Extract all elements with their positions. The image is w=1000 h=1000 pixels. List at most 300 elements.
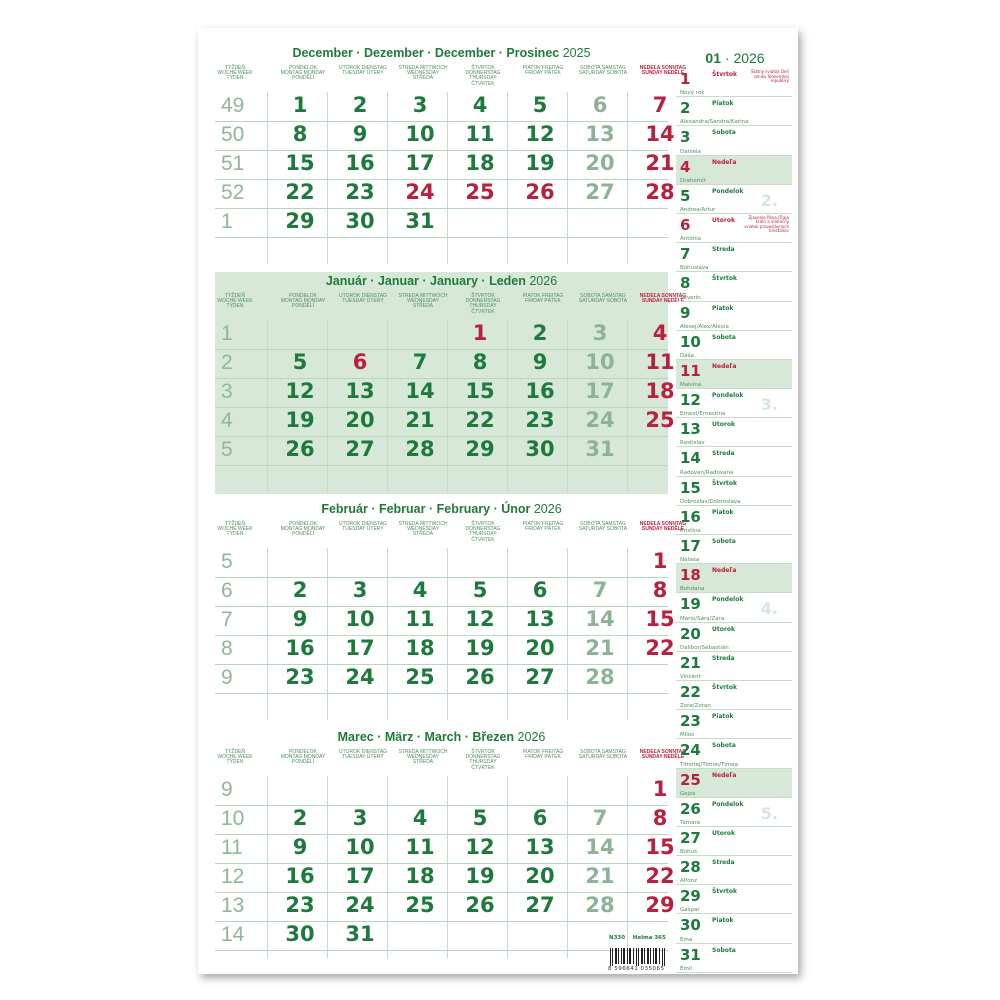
side-day-number: 27 (680, 828, 701, 847)
day-cell[interactable]: 5 (532, 93, 548, 117)
day-cell[interactable]: 25 (405, 893, 435, 917)
day-cell[interactable]: 5 (472, 806, 488, 830)
side-weekday: Štvrtok (712, 683, 738, 691)
column-header: UTOROK DIENSTAG TUESDAY ÚTERÝ (339, 65, 387, 77)
side-day-number: 17 (680, 537, 701, 555)
column-header: PIATOK FREITAG FRIDAY PÁTEK (522, 293, 564, 305)
day-cell[interactable]: 13 (525, 835, 555, 859)
week-row (215, 208, 668, 238)
day-cell[interactable]: 26 (465, 665, 495, 689)
name-day: Daniela (680, 148, 701, 155)
side-day-item[interactable] (676, 243, 792, 272)
side-day-item[interactable] (676, 535, 792, 564)
name-day: Drahomír (680, 177, 706, 184)
day-cell[interactable]: 5 (472, 578, 488, 602)
day-cell[interactable]: 12 (525, 122, 555, 146)
column-header: TÝŽDEŇ WOCHE WEEK TÝDEN (217, 65, 253, 82)
side-day-item[interactable] (676, 856, 792, 885)
side-day-item[interactable] (676, 769, 792, 798)
side-day-item[interactable] (676, 885, 792, 914)
column-header: ŠTVRTOK DONNERSTAG THURSDAY ČTVRTEK (465, 65, 501, 87)
day-cell[interactable]: 17 (345, 636, 375, 660)
day-cell[interactable]: 30 (285, 922, 315, 946)
day-cell[interactable]: 4 (472, 93, 488, 117)
side-weekday: Utorok (712, 625, 735, 633)
day-cell[interactable]: 9 (292, 835, 308, 859)
day-cell[interactable]: 24 (345, 893, 375, 917)
day-cell[interactable]: 14 (645, 122, 675, 146)
side-day-number: 11 (680, 361, 701, 380)
side-day-number: 28 (680, 858, 701, 877)
side-weekday: Štvrtok (712, 888, 738, 896)
side-day-number: 29 (680, 887, 701, 906)
week-number: 6 (221, 579, 233, 602)
month-title: Január · Januar · January · Leden 2026 (325, 274, 558, 288)
day-cell[interactable]: 23 (285, 665, 315, 689)
side-day-number: 21 (680, 653, 701, 672)
side-day-item[interactable] (676, 389, 792, 418)
day-cell[interactable]: 23 (345, 180, 375, 204)
day-cell[interactable]: 3 (592, 321, 608, 345)
week-number: 12 (221, 865, 245, 888)
day-cell[interactable]: 19 (465, 864, 495, 888)
name-day: Miloš (680, 732, 695, 739)
day-cell[interactable]: 29 (465, 437, 495, 461)
week-row (215, 92, 668, 122)
week-row (215, 320, 668, 350)
column-header: SOBOTA SAMSTAG SATURDAY SOBOTA (578, 749, 628, 761)
day-cell[interactable]: 2 (352, 93, 368, 117)
side-day-number: 24 (680, 741, 701, 760)
column-header: TÝŽDEŇ WOCHE WEEK TÝDEN (217, 749, 253, 766)
side-day-item[interactable] (676, 126, 792, 155)
day-cell[interactable]: 26 (285, 437, 315, 461)
column-header: UTOROK DIENSTAG TUESDAY ÚTERÝ (339, 749, 387, 761)
day-cell[interactable]: 18 (405, 636, 435, 660)
week-row (215, 921, 668, 951)
day-cell[interactable]: 14 (585, 607, 615, 631)
name-day: Bohuš (680, 849, 697, 856)
side-weekday: Piatok (712, 304, 734, 312)
side-weekday: Nedeľa (712, 158, 737, 166)
week-number: 4 (221, 409, 233, 432)
side-day-item[interactable] (676, 360, 792, 389)
week-mark: 2. (760, 190, 778, 210)
side-weekday: Sobota (712, 946, 736, 954)
side-weekday: Utorok (712, 829, 735, 837)
day-cell[interactable]: 20 (525, 864, 555, 888)
day-cell[interactable]: 30 (345, 209, 375, 233)
day-cell[interactable]: 19 (465, 636, 495, 660)
day-cell[interactable]: 27 (525, 665, 555, 689)
name-day: Vincent (680, 673, 701, 680)
side-day-number: 25 (680, 770, 701, 789)
day-cell[interactable]: 6 (592, 93, 608, 117)
day-cell[interactable]: 2 (292, 578, 308, 602)
barcode-number: 8 596641 035065 (608, 966, 665, 972)
column-header: SOBOTA SAMSTAG SATURDAY SOBOTA (578, 293, 628, 305)
day-cell[interactable]: 31 (585, 437, 615, 461)
day-cell[interactable]: 26 (525, 180, 555, 204)
name-day: Dobroslav/Dobroslava (680, 498, 741, 505)
side-weekday: Sobota (712, 129, 736, 137)
side-weekday: Streda (712, 450, 735, 458)
week-mark: 5. (760, 803, 778, 823)
month-title: Február · Februar · February · Únor 2026 (321, 502, 562, 516)
day-cell[interactable]: 25 (645, 408, 675, 432)
week-row (215, 805, 668, 835)
side-day-item[interactable] (676, 798, 792, 827)
side-year: 2026 (733, 50, 765, 66)
day-cell[interactable]: 21 (645, 151, 675, 175)
side-day-item[interactable] (676, 97, 792, 126)
name-day: Alfonz (680, 878, 697, 885)
name-day: Kristína (680, 528, 701, 534)
side-day-item[interactable] (676, 185, 792, 214)
side-weekday: Streda (712, 654, 735, 662)
day-cell[interactable]: 22 (645, 636, 675, 660)
side-weekday: Sobota (712, 742, 736, 750)
day-cell[interactable]: 30 (525, 437, 555, 461)
side-day-list (676, 68, 792, 973)
day-cell[interactable]: 9 (532, 350, 548, 374)
name-day: Severín (680, 294, 701, 301)
day-cell[interactable]: 21 (585, 864, 615, 888)
side-weekday: Streda (712, 246, 735, 254)
week-row (215, 892, 675, 922)
side-day-item[interactable] (676, 739, 792, 768)
day-cell[interactable]: 8 (652, 578, 668, 602)
day-cell[interactable]: 11 (645, 350, 675, 374)
week-row (215, 349, 675, 379)
column-header: TÝŽDEŇ WOCHE WEEK TÝDEN (217, 521, 253, 538)
side-day-item[interactable] (676, 156, 792, 185)
day-cell[interactable]: 24 (345, 665, 375, 689)
side-day-number: 20 (680, 624, 701, 643)
day-cell[interactable]: 10 (405, 122, 435, 146)
side-day-item[interactable] (676, 710, 792, 739)
day-cell[interactable]: 10 (585, 350, 615, 374)
week-number: 7 (221, 608, 233, 631)
day-cell[interactable]: 31 (345, 922, 375, 946)
side-weekday: Nedeľa (712, 567, 737, 575)
day-cell[interactable]: 24 (585, 408, 615, 432)
day-cell[interactable]: 6 (352, 350, 368, 374)
day-cell[interactable]: 16 (285, 636, 315, 660)
column-header: NEDEĽA SONNTAG SUNDAY NEDĚLE (639, 293, 687, 305)
month-block (215, 44, 687, 266)
day-cell[interactable]: 22 (465, 408, 495, 432)
side-weekday: Nedeľa (712, 362, 737, 370)
side-day-number: 16 (680, 507, 701, 526)
name-day: Andrea/Artur (680, 206, 716, 213)
day-cell[interactable]: 16 (525, 379, 555, 403)
day-cell[interactable]: 10 (345, 607, 375, 631)
day-cell[interactable]: 17 (405, 151, 435, 175)
day-cell[interactable]: 13 (585, 122, 615, 146)
day-cell[interactable]: 1 (652, 777, 668, 801)
name-day: Nataša (680, 557, 700, 564)
day-cell[interactable]: 28 (585, 893, 615, 917)
week-row (215, 436, 668, 466)
day-cell[interactable]: 9 (292, 607, 308, 631)
product-code: N330 Helma 365 (609, 935, 666, 941)
day-cell[interactable]: 20 (345, 408, 375, 432)
day-cell[interactable]: 27 (585, 180, 615, 204)
name-day: Radovan/Radovana (680, 469, 734, 476)
day-cell[interactable]: 14 (585, 835, 615, 859)
name-day: Ernest/Ernestína (680, 411, 726, 418)
day-cell[interactable]: 1 (472, 321, 488, 345)
column-header: PONDELOK MONTAG MONDAY PONDĚLÍ (280, 521, 326, 538)
side-day-item[interactable] (676, 447, 792, 476)
day-cell[interactable]: 9 (352, 122, 368, 146)
day-cell[interactable]: 28 (645, 180, 675, 204)
side-day-item[interactable] (676, 477, 792, 506)
day-cell[interactable]: 7 (592, 806, 608, 830)
day-cell[interactable]: 20 (585, 151, 615, 175)
side-day-number: 19 (680, 595, 701, 614)
day-cell[interactable]: 18 (405, 864, 435, 888)
side-day-item[interactable] (676, 214, 792, 243)
side-day-number: 1 (680, 70, 691, 88)
day-cell[interactable]: 12 (465, 607, 495, 631)
side-weekday: Piatok (712, 917, 734, 925)
day-cell[interactable]: 19 (525, 151, 555, 175)
column-header: NEDEĽA SONNTAG SUNDAY NEDĚLE (639, 749, 687, 761)
day-cell[interactable]: 4 (412, 806, 428, 830)
week-number: 5 (221, 550, 233, 573)
column-header: PIATOK FREITAG FRIDAY PÁTEK (522, 65, 564, 77)
day-cell[interactable]: 3 (352, 578, 368, 602)
week-number: 10 (221, 807, 245, 830)
column-header: SOBOTA SAMSTAG SATURDAY SOBOTA (578, 521, 628, 533)
side-day-item[interactable] (676, 418, 792, 447)
day-cell[interactable]: 21 (585, 636, 615, 660)
day-cell[interactable]: 8 (292, 122, 308, 146)
side-weekday: Utorok (712, 216, 735, 224)
side-day-item[interactable] (676, 302, 792, 331)
day-cell[interactable]: 22 (285, 180, 315, 204)
name-day: Gejza (680, 790, 696, 797)
side-day-item[interactable] (676, 272, 792, 301)
month-block (215, 500, 687, 722)
name-day: Bohdana (680, 586, 705, 593)
day-cell[interactable]: 18 (465, 151, 495, 175)
week-row (215, 577, 668, 607)
side-day-item[interactable] (676, 506, 792, 535)
name-day: Bohuslava (680, 265, 709, 272)
side-day-item[interactable] (676, 827, 792, 856)
side-day-number: 15 (680, 478, 701, 497)
side-day-number: 12 (680, 391, 701, 410)
day-cell[interactable]: 28 (405, 437, 435, 461)
week-number: 1 (221, 322, 233, 345)
side-weekday: Pondelok (712, 800, 744, 808)
side-day-item[interactable] (676, 68, 792, 97)
day-cell[interactable]: 25 (405, 665, 435, 689)
week-number: 52 (221, 181, 245, 204)
column-header: ŠTVRTOK DONNERSTAG THURSDAY ČTVRTEK (465, 521, 501, 543)
week-number: 51 (221, 152, 245, 175)
day-cell[interactable]: 5 (292, 350, 308, 374)
side-weekday: Piatok (712, 100, 734, 108)
day-cell[interactable]: 29 (645, 893, 675, 917)
day-cell[interactable]: 17 (585, 379, 615, 403)
side-weekday: Pondelok (712, 392, 744, 400)
week-number: 3 (221, 380, 233, 403)
week-number: 9 (221, 778, 233, 801)
day-cell[interactable]: 3 (412, 93, 428, 117)
side-day-number: 22 (680, 682, 701, 701)
column-header: PONDELOK MONTAG MONDAY PONDĚLÍ (280, 293, 326, 310)
side-day-number: 10 (680, 332, 701, 351)
day-cell[interactable]: 14 (405, 379, 435, 403)
name-day: Dalibor/Sebastián (680, 644, 729, 651)
column-header: PIATOK FREITAG FRIDAY PÁTEK (522, 749, 564, 761)
day-cell[interactable]: 4 (652, 321, 668, 345)
side-weekday: Piatok (712, 713, 734, 721)
side-day-item[interactable] (676, 944, 792, 973)
day-cell[interactable]: 16 (285, 864, 315, 888)
column-header: ŠTVRTOK DONNERSTAG THURSDAY ČTVRTEK (465, 749, 501, 771)
side-day-number: 9 (680, 303, 691, 322)
week-row (215, 606, 675, 636)
day-cell[interactable]: 13 (345, 379, 375, 403)
side-weekday: Utorok (712, 421, 735, 429)
day-cell[interactable]: 19 (285, 408, 315, 432)
day-cell[interactable]: 7 (592, 578, 608, 602)
week-number: 5 (221, 438, 233, 461)
day-cell[interactable]: 15 (645, 607, 675, 631)
day-cell[interactable]: 10 (345, 835, 375, 859)
name-day: Emil (680, 965, 692, 972)
day-cell[interactable]: 6 (532, 806, 548, 830)
name-day: Ema (680, 936, 693, 943)
name-day: Malvína (680, 382, 702, 389)
side-day-item[interactable] (676, 331, 792, 360)
day-cell[interactable]: 15 (645, 835, 675, 859)
name-day: Tamara (680, 819, 701, 826)
week-number: 9 (221, 666, 233, 689)
day-cell[interactable]: 16 (345, 151, 375, 175)
name-day: Alexej/Alex/Alexia (680, 323, 729, 330)
month-title: Marec · März · March · Březen 2026 (337, 730, 546, 744)
week-row (215, 664, 668, 694)
side-day-item[interactable] (676, 564, 792, 593)
day-cell[interactable]: 4 (412, 578, 428, 602)
side-weekday: Piatok (712, 508, 734, 516)
day-cell[interactable]: 18 (645, 379, 675, 403)
week-mark: 3. (760, 395, 778, 415)
week-number: 13 (221, 894, 245, 917)
side-day-number: 8 (680, 274, 691, 293)
side-weekday: Nedeľa (712, 771, 737, 779)
day-cell[interactable]: 12 (465, 835, 495, 859)
week-row (215, 635, 675, 665)
day-cell[interactable]: 26 (465, 893, 495, 917)
side-day-item[interactable] (676, 593, 792, 622)
day-cell[interactable]: 20 (525, 636, 555, 660)
day-cell[interactable]: 2 (532, 321, 548, 345)
day-cell[interactable]: 6 (532, 578, 548, 602)
week-row (215, 407, 675, 437)
day-cell[interactable]: 28 (585, 665, 615, 689)
day-cell[interactable]: 17 (345, 864, 375, 888)
day-cell[interactable]: 1 (292, 93, 308, 117)
day-cell[interactable]: 31 (405, 209, 435, 233)
day-cell[interactable]: 15 (465, 379, 495, 403)
side-day-number: 4 (680, 157, 691, 176)
day-cell[interactable]: 7 (412, 350, 428, 374)
day-cell[interactable]: 27 (525, 893, 555, 917)
side-day-item[interactable] (676, 681, 792, 710)
name-day: Daša (680, 352, 694, 359)
column-header: UTOROK DIENSTAG TUESDAY ÚTERÝ (339, 293, 387, 305)
day-cell[interactable]: 27 (345, 437, 375, 461)
column-header: TÝŽDEŇ WOCHE WEEK TÝDEN (217, 293, 253, 310)
week-row (215, 834, 675, 864)
week-row (215, 179, 675, 209)
column-header: PONDELOK MONTAG MONDAY PONDĚLÍ (280, 749, 326, 766)
side-day-number: 13 (680, 420, 701, 439)
day-cell[interactable]: 11 (405, 835, 435, 859)
column-header: STREDA MITTWOCH WEDNESDAY STŘEDA (398, 293, 448, 310)
day-cell[interactable]: 24 (405, 180, 435, 204)
column-header: STREDA MITTWOCH WEDNESDAY STŘEDA (398, 749, 448, 766)
side-month-header: 01 · 2026 (705, 50, 765, 66)
day-cell[interactable]: 29 (285, 209, 315, 233)
name-day: Rastislav (680, 440, 705, 447)
day-cell[interactable]: 8 (652, 806, 668, 830)
day-cell[interactable]: 11 (465, 122, 495, 146)
side-day-item[interactable] (676, 623, 792, 652)
week-row (215, 863, 675, 893)
day-cell[interactable]: 23 (525, 408, 555, 432)
day-cell[interactable]: 22 (645, 864, 675, 888)
day-cell[interactable]: 25 (465, 180, 495, 204)
side-weekday: Sobota (712, 538, 736, 545)
column-header: STREDA MITTWOCH WEDNESDAY STŘEDA (398, 521, 448, 538)
column-header: NEDEĽA SONNTAG SUNDAY NEDĚLE (639, 521, 687, 533)
day-cell[interactable]: 11 (405, 607, 435, 631)
week-mark: 4. (760, 599, 778, 619)
side-day-number: 26 (680, 799, 701, 818)
day-cell[interactable]: 12 (285, 379, 315, 403)
day-cell[interactable]: 21 (405, 408, 435, 432)
day-cell[interactable]: 7 (652, 93, 668, 117)
day-cell[interactable]: 3 (352, 806, 368, 830)
name-day: Nový rok (680, 90, 705, 97)
side-weekday: Pondelok (712, 596, 744, 604)
side-weekday: Štvrtok (712, 275, 738, 283)
day-cell[interactable]: 15 (285, 151, 315, 175)
column-header: PONDELOK MONTAG MONDAY PONDĚLÍ (280, 65, 326, 82)
name-day: Zora/Zoran (680, 703, 711, 710)
day-cell[interactable]: 13 (525, 607, 555, 631)
month-title: December · Dezember · December · Prosinec 2025 (292, 46, 591, 60)
day-cell[interactable]: 2 (292, 806, 308, 830)
name-day: Timotej/Timon/Timea (680, 761, 738, 768)
holiday-note: Štátny sviatok Deň vzniku Slovenskej republiky (751, 69, 789, 83)
column-header: STREDA MITTWOCH WEDNESDAY STŘEDA (398, 65, 448, 82)
side-day-item[interactable] (676, 914, 792, 943)
side-day-number: 31 (680, 945, 701, 964)
day-cell[interactable]: 23 (285, 893, 315, 917)
side-day-item[interactable] (676, 652, 792, 681)
day-cell[interactable]: 1 (652, 549, 668, 573)
day-cell[interactable]: 8 (472, 350, 488, 374)
